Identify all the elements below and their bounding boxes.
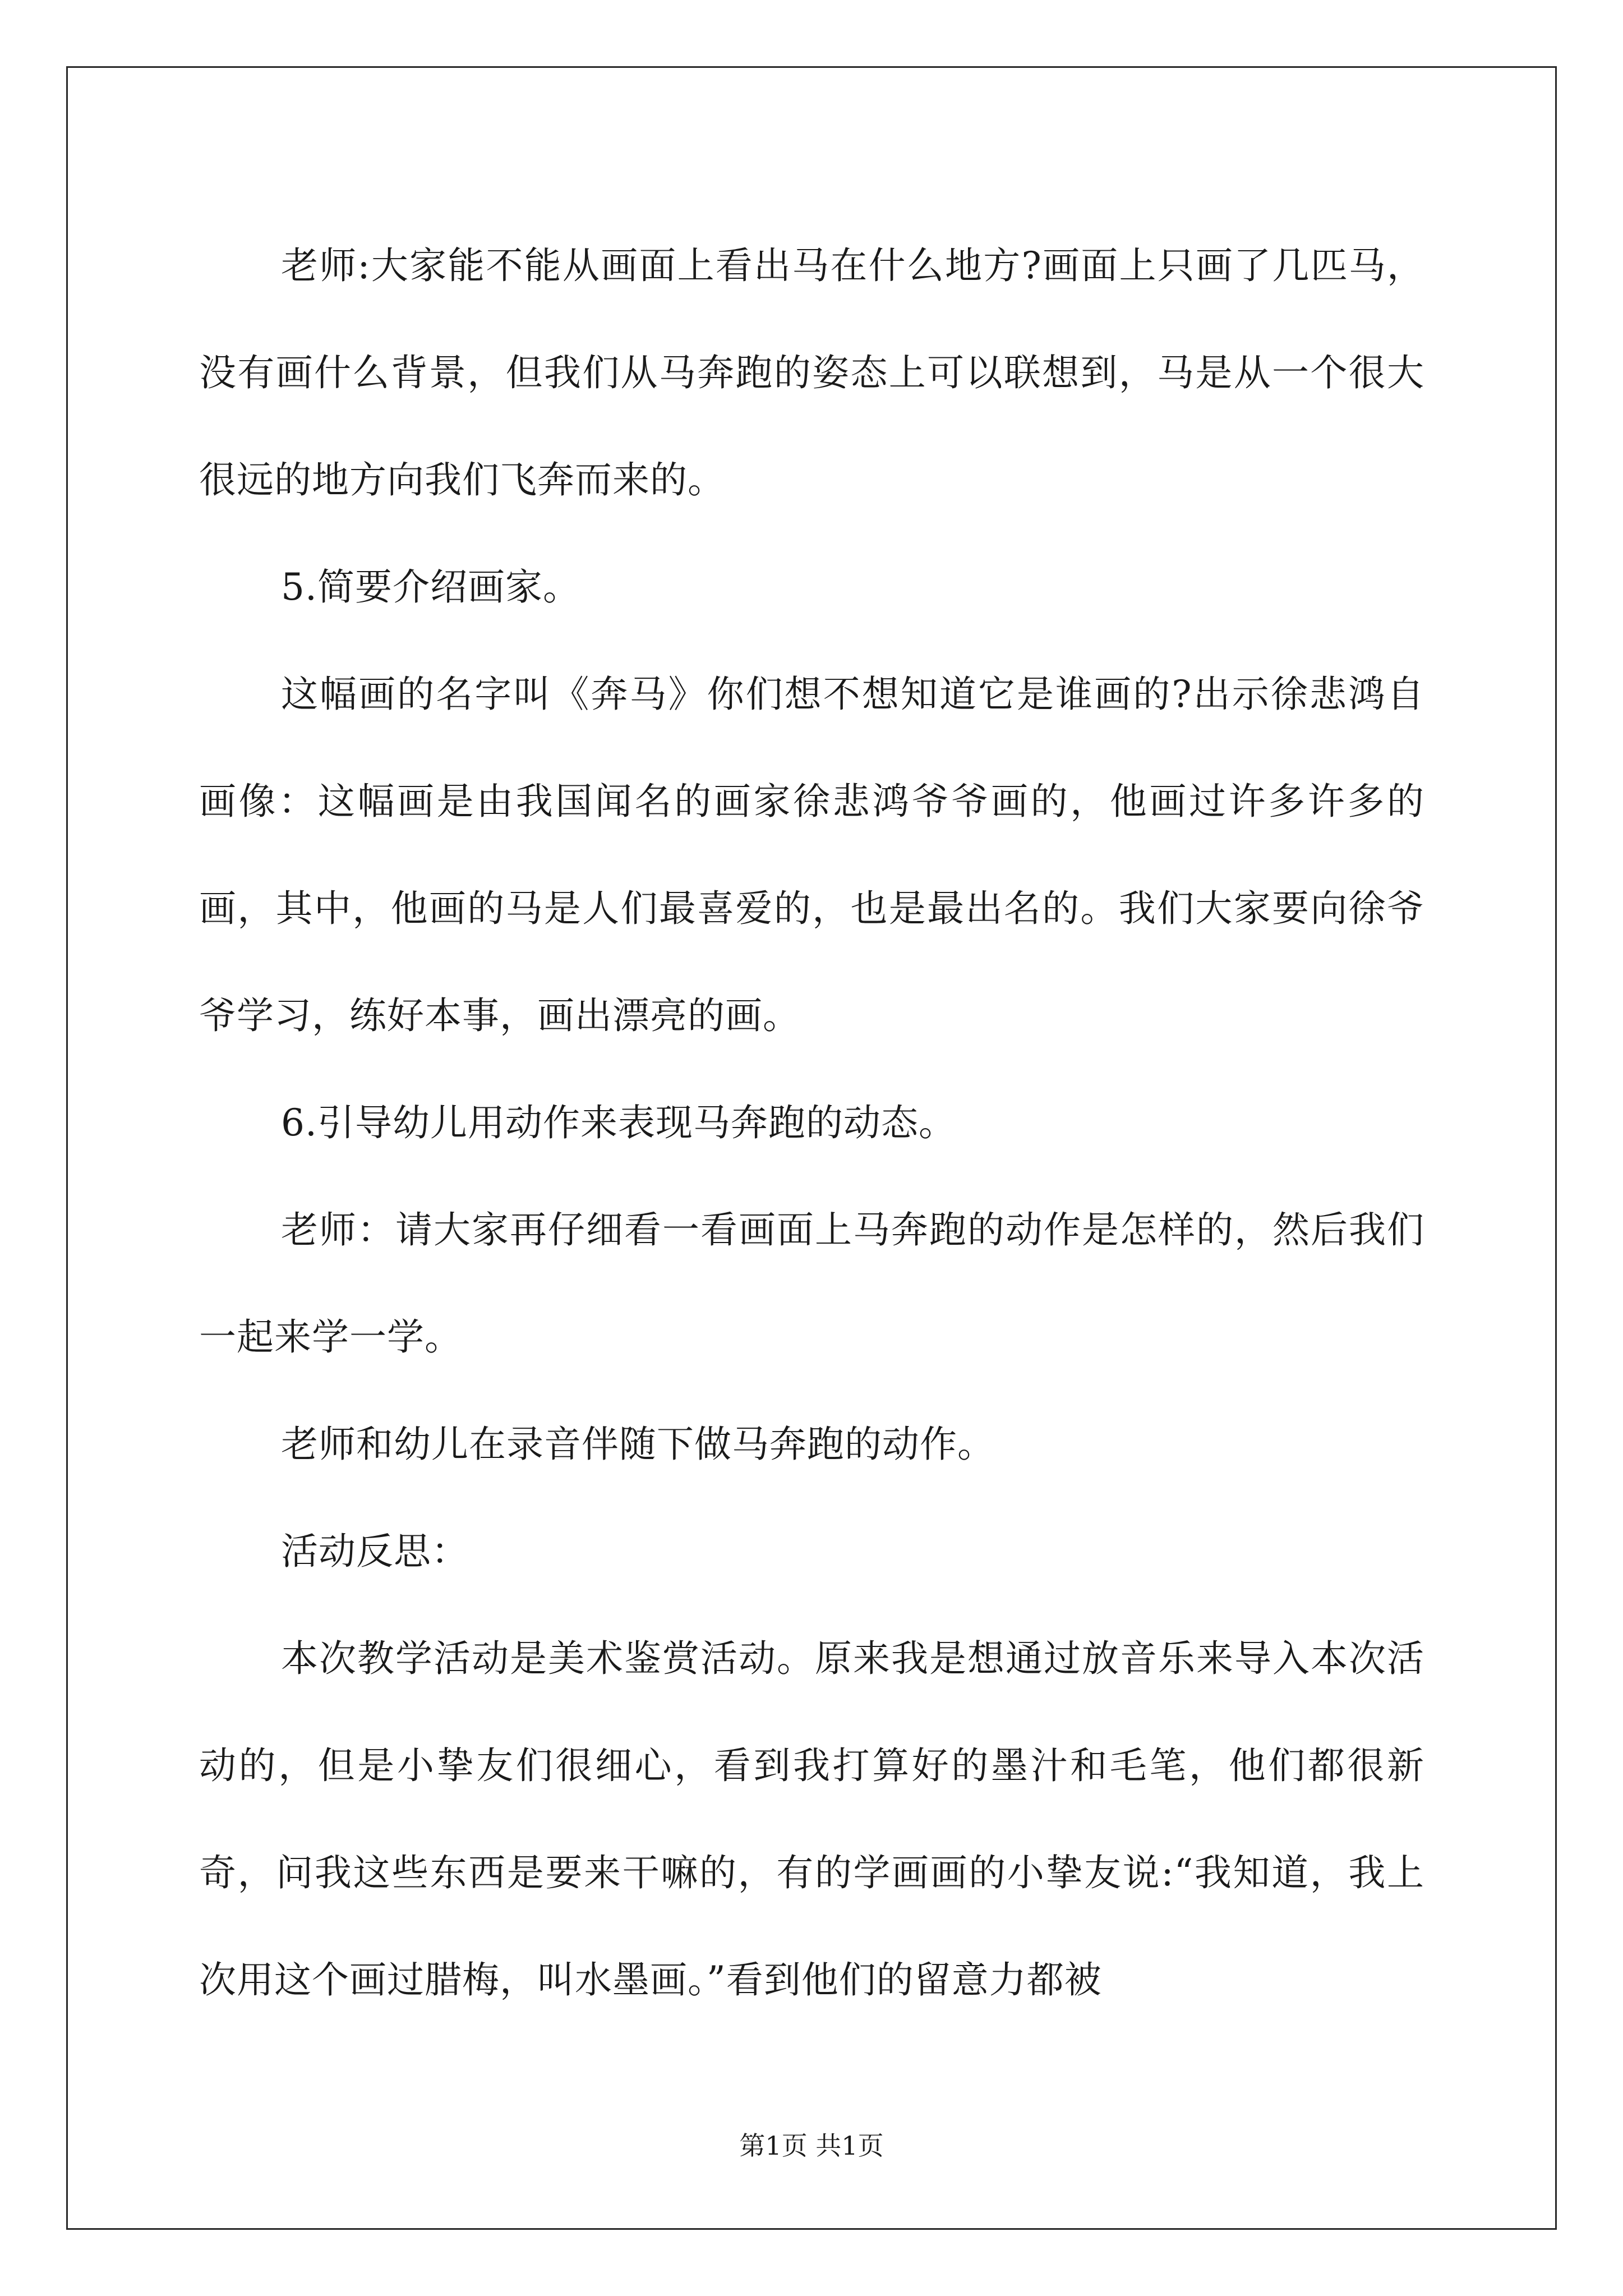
page-number-footer: 第1页 共1页 xyxy=(739,2131,884,2161)
paragraph-2: 5.简要介绍画家。 xyxy=(281,565,580,609)
paragraph-3: 这幅画的名字叫《奔马》你们想不想知道它是谁画的?出示徐悲鸿自画像：这幅画是由我国闻名的画家徐悲鸿爷爷画的，他画过许多许多的画，其中，他画的马是人们最喜爱的，也是最出名的。我们大家要向徐爷爷学习，练好本事，画出漂亮的画。 xyxy=(199,673,1424,1037)
paragraph-6: 老师和幼儿在录音伴随下做马奔跑的动作。 xyxy=(281,1423,995,1466)
paragraph-5: 老师：请大家再仔细看一看画面上马奔跑的动作是怎样的，然后我们一起来学一学。 xyxy=(199,1208,1424,1359)
paragraph-7: 活动反思： xyxy=(281,1530,469,1573)
paragraph-8: 本次教学活动是美术鉴赏活动。原来我是想通过放音乐来导入本次活动的，但是小挚友们很细心，看到我打算好的墨汁和毛笔，他们都很新奇，问我这些东西是要来干嘛的，有的学画画的小挚友说:“我知道，我上次用这个画过腊梅，叫水墨画。”看到他们的留意力都被 xyxy=(199,1637,1424,2001)
document-body xyxy=(199,212,1424,2033)
paragraph-1: 老师:大家能不能从画面上看出马在什么地方?画面上只画了几匹马，没有画什么背景，但我们从马奔跑的姿态上可以联想到，马是从一个很大很远的地方向我们飞奔而来的。 xyxy=(199,244,1424,501)
paragraph-4: 6.引导幼儿用动作来表现马奔跑的动态。 xyxy=(281,1101,956,1144)
